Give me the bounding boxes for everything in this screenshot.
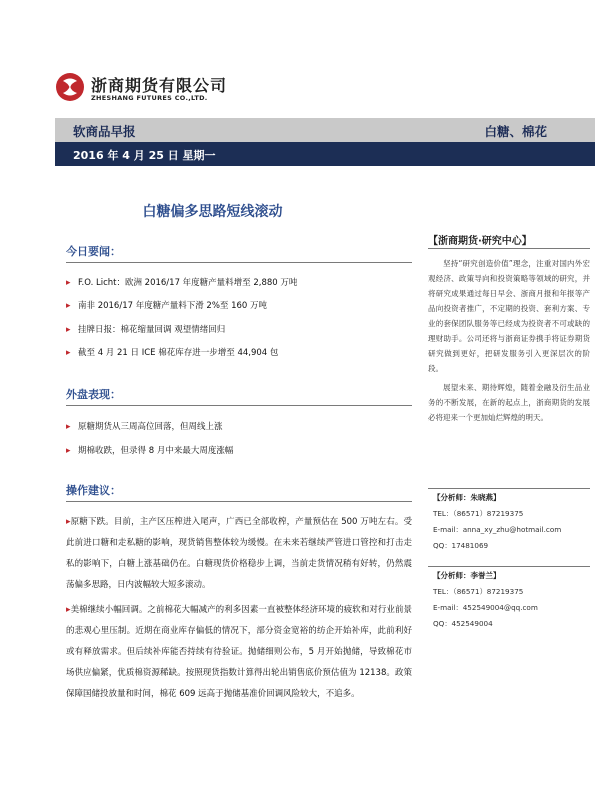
intro-paragraph: 坚持“研究创造价值”理念，注重对国内外宏观经济、政策导向和投资策略等领域的研究，并将研究成果通过每日早会、浙商月报和年报等产品向投资者推广，不定期的投资、套利方案、专业的套保团队服务等已经成为投资者不可或缺的理财助手。公司还将与浙商证券携手将证券期货研究做到更好，把研发服务引入更深层次的阶段。: [428, 259, 590, 373]
news-item: ▸ 挂牌日报：棉花缩量回调 观望情绪回归: [66, 323, 412, 337]
today-news-heading: 今日要闻：: [66, 243, 412, 263]
external-market-section: [66, 386, 412, 458]
company-name-cn: 浙商期货有限公司: [91, 76, 228, 95]
analyst-tel: TEL：（86571）87219375: [433, 509, 524, 518]
report-date: 2016 年 4 月 25 日 星期一: [73, 149, 216, 162]
advice-section: [66, 482, 412, 705]
today-news-section: [66, 243, 412, 360]
report-title: 白糖偏多思路短线滚动: [142, 204, 283, 220]
analyst-divider: [428, 488, 590, 489]
analyst-email[interactable]: E-mail：anna_xy_zhu@hotmail.com: [433, 525, 562, 534]
company-name-en: ZHESHANG FUTURES CO.,LTD.: [91, 94, 208, 102]
intro-paragraph: 展望未来、期待辉煌，随着金融及衍生品业务的不断发展，在新的起点上，浙商期货的发展必将迎来一个更加灿烂辉煌的明天。: [428, 383, 590, 422]
logo-emblem-icon: [55, 72, 85, 102]
analyst-divider: [428, 566, 590, 567]
analyst-card: [433, 566, 593, 631]
external-item: ▸ 期棉收跌，但录得 8 月中来最大周度涨幅: [66, 444, 412, 458]
analyst-tel: TEL：（86571）87219375: [433, 587, 524, 596]
date-band: [55, 142, 595, 166]
analyst-email[interactable]: E-mail：452549004@qq.com: [433, 603, 538, 612]
sidebar-divider: [428, 248, 590, 249]
bullet-arrow-icon: ▸: [66, 517, 71, 527]
advice-paragraph: [66, 600, 412, 705]
report-commodities: 白糖、棉花: [484, 124, 547, 139]
report-type: 软商品早报: [73, 124, 136, 139]
advice-cotton-text: 美棉继续小幅回调。之前棉花大幅减产的利多因素一直被整体经济环境的疲软和对行业前景的悲观心里压制。近期在商业库存偏低的情况下，部分资金宽裕的纺企开始补库，此前利好或有释放需求。但后续补库能否持续有待验证。抛储细则公布，5 月开始抛储，导致棉花市场供应偏紧，优质棉资源稀缺。按照现货指数计算得出轮出销售底价预估值为 12138。政策保障国储投放量和时间，棉花 609 远高于抛储基准价回调风险较大，不追多。: [66, 605, 412, 699]
research-center-heading: 【浙商期货·研究中心】: [428, 236, 532, 247]
external-market-heading: 外盘表现：: [66, 386, 412, 406]
news-item: ▸ F.O. Licht：欧洲 2016/17 年度糖产量料增至 2,880 万吨: [66, 276, 412, 290]
analyst-qq: QQ：452549004: [433, 619, 493, 628]
company-logo: [55, 72, 230, 108]
advice-paragraph: [66, 512, 412, 596]
analyst-name: 【分析师：李誉兰】: [433, 571, 501, 580]
research-center-intro: [428, 256, 590, 429]
report-header-band: [55, 118, 595, 142]
analyst-name: 【分析师：朱晓燕】: [433, 493, 501, 502]
advice-sugar-text: 原糖下跌。目前，主产区压榨进入尾声，广西已全部收榨，产量预估在 500 万吨左右。受此前进口糖和走私糖的影响，现货销售整体较为缓慢。在未来若继续严管进口管控和打击走私的影响下，白糖上涨基础仍在。白糖现货价格稳步上调，当前走货情况稍有好转，仍然震荡偏多思路，日内波幅较大短多滚动。: [66, 517, 412, 590]
news-item: ▸ 截至 4 月 21 日 ICE 棉花库存进一步增至 44,904 包: [66, 346, 412, 360]
analyst-qq: QQ：17481069: [433, 541, 489, 550]
news-item: ▸ 南非 2016/17 年度糖产量料下滑 2%至 160 万吨: [66, 299, 412, 313]
advice-heading: 操作建议：: [66, 482, 412, 502]
bullet-arrow-icon: ▸: [66, 605, 71, 615]
analyst-card: [433, 488, 593, 553]
external-item: ▸ 原糖期货从三周高位回落，但周线上涨: [66, 420, 412, 434]
